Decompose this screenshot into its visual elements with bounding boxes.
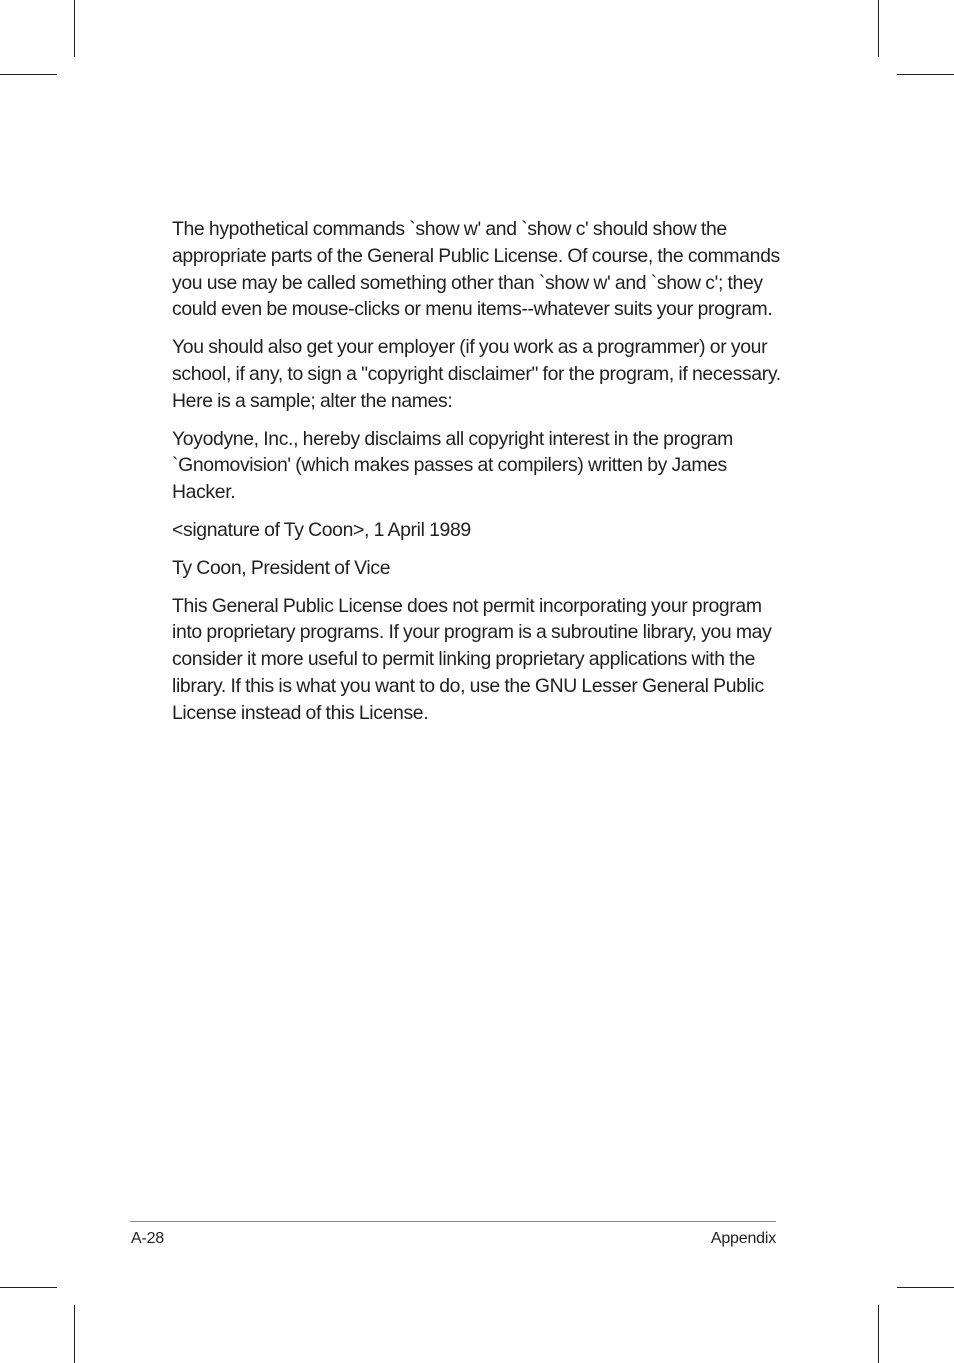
crop-mark-bottom-left-vertical xyxy=(74,1305,75,1363)
paragraph-copyright-disclaimer: You should also get your employer (if you work as a programmer) or your school, if any, to sign a "copyright disclaimer" for the program, if necessary. Here is a sample; alter the names: xyxy=(172,336,781,412)
paragraph-lesser-gpl-note: This General Public License does not permit incorporating your program into proprietary programs. If your program is a subroutine library, you may consider it more useful to permit linking proprietary applications with the library. If this is what you want to do, use the GNU Lesser General Public License instead of this License. xyxy=(172,594,772,724)
section-label: Appendix xyxy=(710,1230,776,1247)
paragraph-signature: <signature of Ty Coon>, 1 April 1989 xyxy=(172,518,471,541)
document-body xyxy=(172,216,782,738)
crop-mark-top-left-horizontal xyxy=(0,74,57,75)
crop-mark-top-right-vertical xyxy=(878,0,879,57)
crop-mark-top-left-vertical xyxy=(74,0,75,57)
paragraph-signer: Ty Coon, President of Vice xyxy=(172,556,391,579)
crop-mark-bottom-right-vertical xyxy=(878,1305,879,1363)
paragraph-sample-disclaimer: Yoyodyne, Inc., hereby disclaims all copyright interest in the program `Gnomovision' (which makes passes at compilers) written by James Hacker. xyxy=(172,427,733,504)
footer-divider xyxy=(130,1221,776,1222)
page-number: A-28 xyxy=(131,1230,164,1247)
crop-mark-bottom-right-horizontal xyxy=(897,1287,954,1288)
paragraph-show-commands: The hypothetical commands `show w' and `show c' should show the appropriate parts of the General Public License. Of course, the commands you use may be called something other than `show w' and `show c'; they could even be mouse-clicks or menu items--whatever suits your program. xyxy=(172,218,780,321)
crop-mark-top-right-horizontal xyxy=(897,74,954,75)
crop-mark-bottom-left-horizontal xyxy=(0,1287,57,1288)
